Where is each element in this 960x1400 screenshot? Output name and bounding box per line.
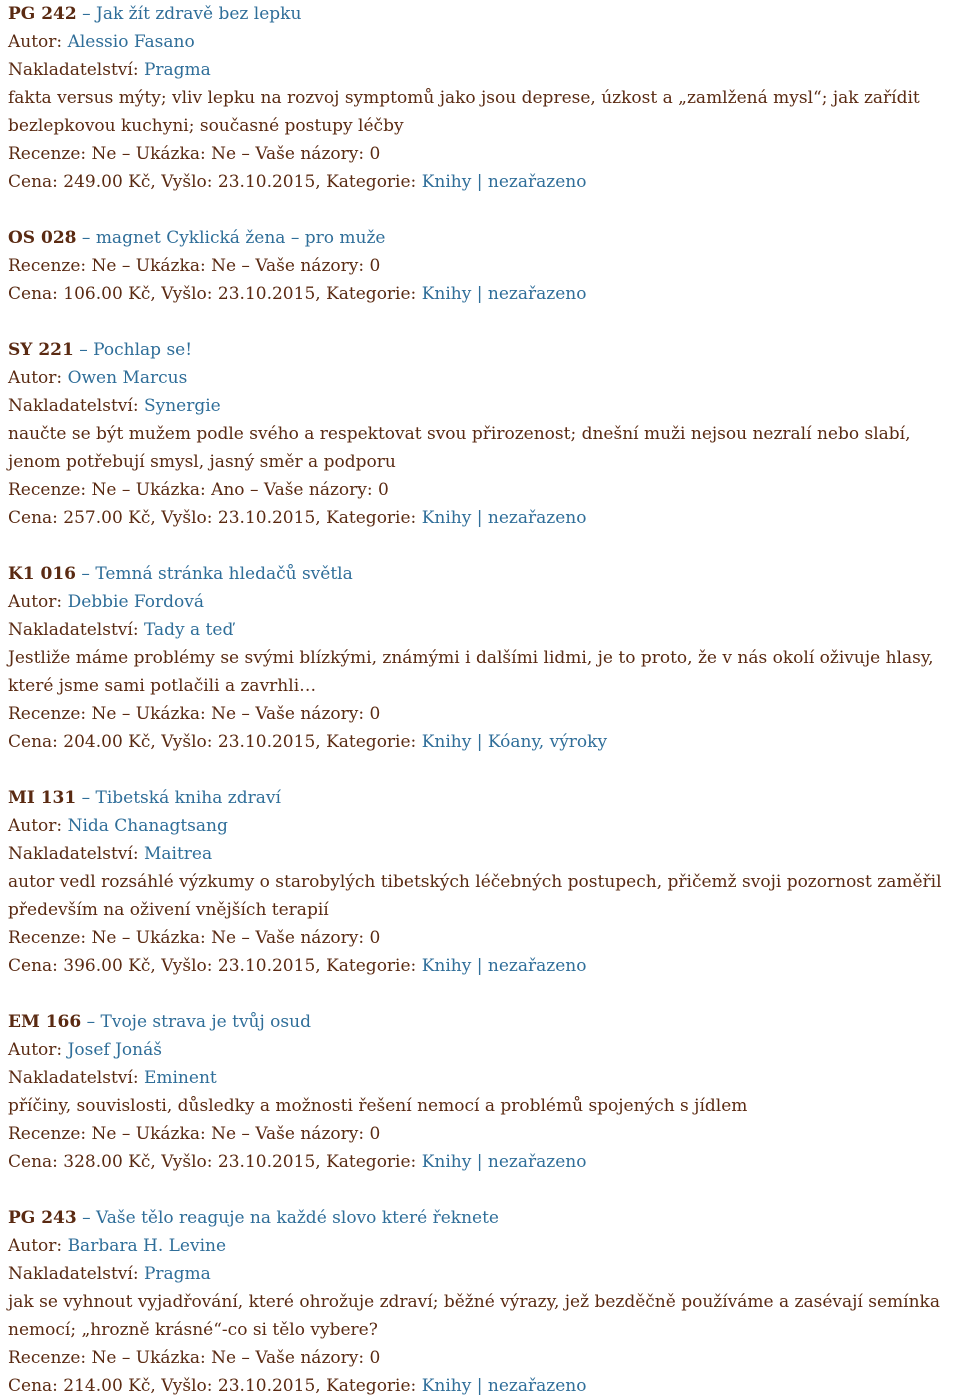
publisher-line <box>8 1064 956 1092</box>
book-description: Jestliže máme problémy se svými blízkými, známými i dalšími lidmi, je to proto, že v nás okolí oživuje hlasy, které jsme sami potlačili a zavrhli… <box>8 648 934 696</box>
book-entry <box>8 560 956 756</box>
publisher-line <box>8 616 956 644</box>
category-link[interactable]: Knihy <box>421 172 472 192</box>
price-line <box>8 280 956 308</box>
price-line <box>8 1148 956 1176</box>
book-entry <box>8 224 956 308</box>
category-label: Kategorie: <box>326 1376 422 1396</box>
title-dash: – <box>76 788 96 808</box>
author-line <box>8 812 956 840</box>
category-separator: | <box>471 732 488 752</box>
category-separator: | <box>471 284 488 304</box>
reviews-line <box>8 1120 956 1148</box>
opinions-value: – Vaše názory: 0 <box>236 704 381 724</box>
author-line <box>8 588 956 616</box>
author-label: Autor: <box>8 816 68 836</box>
category-label: Kategorie: <box>326 508 422 528</box>
author-label: Autor: <box>8 368 68 388</box>
reviews-value: Recenze: Ne <box>8 704 117 724</box>
published-date: Vyšlo: 23.10.2015, <box>161 508 327 528</box>
author-label: Autor: <box>8 1236 68 1256</box>
publisher-label: Nakladatelství: <box>8 1068 144 1088</box>
sample-value: – Ukázka: Ne <box>116 144 237 164</box>
category-separator: | <box>471 508 488 528</box>
book-description: naučte se být mužem podle svého a respektovat svou přirozenost; dnešní muži nejsou nezralí nebo slabí, jenom potřebují smysl, jasný směr a podporu <box>8 424 911 472</box>
category-link[interactable]: Knihy <box>421 956 472 976</box>
author-link[interactable]: Barbara H. Levine <box>67 1236 227 1256</box>
opinions-value: – Vaše názory: 0 <box>244 480 389 500</box>
sample-value: – Ukázka: Ne <box>116 704 237 724</box>
publisher-link[interactable]: Eminent <box>143 1068 217 1088</box>
book-code: MI 131 <box>8 788 77 808</box>
category-separator: | <box>471 1152 488 1172</box>
price-line <box>8 168 956 196</box>
opinions-value: – Vaše názory: 0 <box>236 1348 381 1368</box>
publisher-link[interactable]: Pragma <box>143 1264 211 1284</box>
category-label: Kategorie: <box>326 732 422 752</box>
title-dash: – <box>76 564 96 584</box>
published-date: Vyšlo: 23.10.2015, <box>161 1152 327 1172</box>
category-separator: | <box>471 172 488 192</box>
author-link[interactable]: Alessio Fasano <box>67 32 195 52</box>
book-code: OS 028 <box>8 228 77 248</box>
reviews-line <box>8 924 956 952</box>
book-entry <box>8 0 956 196</box>
publisher-line <box>8 840 956 868</box>
price-line <box>8 728 956 756</box>
reviews-line <box>8 700 956 728</box>
book-title-link[interactable]: Temná stránka hledačů světla <box>95 564 353 584</box>
published-date: Vyšlo: 23.10.2015, <box>161 956 327 976</box>
publisher-line <box>8 1260 956 1288</box>
category-link[interactable]: Knihy <box>421 1152 472 1172</box>
author-label: Autor: <box>8 1040 68 1060</box>
book-title-link[interactable]: magnet Cyklická žena – pro muže <box>95 228 386 248</box>
reviews-value: Recenze: Ne <box>8 144 117 164</box>
category-label: Kategorie: <box>326 172 422 192</box>
price-line <box>8 952 956 980</box>
category-link[interactable]: nezařazeno <box>487 1152 587 1172</box>
book-title-link[interactable]: Tibetská kniha zdraví <box>95 788 281 808</box>
category-link[interactable]: nezařazeno <box>487 172 587 192</box>
book-title-line <box>8 784 956 812</box>
book-description: jak se vyhnout vyjadřování, které ohrožuje zdraví; běžné výrazy, jež bezděčně používáme a zasévají semínka nemocí; „hrozně krásné“-co si tělo vybere? <box>8 1292 940 1340</box>
book-entry <box>8 1204 956 1400</box>
title-dash: – <box>76 228 96 248</box>
price-value: Cena: 328.00 Kč, <box>8 1152 162 1172</box>
publisher-link[interactable]: Synergie <box>143 396 221 416</box>
book-entry <box>8 784 956 980</box>
price-line <box>8 504 956 532</box>
reviews-line <box>8 1344 956 1372</box>
category-link[interactable]: Kóany, výroky <box>487 732 608 752</box>
published-date: Vyšlo: 23.10.2015, <box>161 1376 327 1396</box>
book-code: PG 242 <box>8 4 77 24</box>
book-code: K1 016 <box>8 564 77 584</box>
category-label: Kategorie: <box>326 956 422 976</box>
opinions-value: – Vaše názory: 0 <box>236 1124 381 1144</box>
author-label: Autor: <box>8 32 68 52</box>
book-title-link[interactable]: Jak žít zdravě bez lepku <box>96 4 302 24</box>
author-label: Autor: <box>8 592 68 612</box>
publisher-label: Nakladatelství: <box>8 620 144 640</box>
opinions-value: – Vaše názory: 0 <box>236 144 381 164</box>
category-separator: | <box>471 1376 488 1396</box>
book-code: SY 221 <box>8 340 74 360</box>
reviews-line <box>8 140 956 168</box>
book-title-line <box>8 336 956 364</box>
title-dash: – <box>76 1208 97 1228</box>
price-value: Cena: 257.00 Kč, <box>8 508 162 528</box>
sample-value: – Ukázka: Ne <box>116 256 237 276</box>
category-link[interactable]: nezařazeno <box>487 508 587 528</box>
sample-value: – Ukázka: Ano <box>116 480 245 500</box>
publisher-link[interactable]: Maitrea <box>143 844 213 864</box>
author-line <box>8 1232 956 1260</box>
book-code: PG 243 <box>8 1208 77 1228</box>
book-title-line <box>8 224 956 252</box>
book-title-line <box>8 1204 956 1232</box>
category-link[interactable]: Knihy <box>421 284 472 304</box>
book-code: EM 166 <box>8 1012 82 1032</box>
category-link[interactable]: Knihy <box>421 508 472 528</box>
reviews-value: Recenze: Ne <box>8 928 117 948</box>
reviews-line <box>8 476 956 504</box>
book-title-line <box>8 1008 956 1036</box>
book-description: autor vedl rozsáhlé výzkumy o starobylých tibetských léčebných postupech, přičemž svoji pozornost zaměřil především na oživení vnějších terapií <box>8 872 942 920</box>
publisher-link[interactable]: Pragma <box>143 60 211 80</box>
category-link[interactable]: nezařazeno <box>487 284 587 304</box>
category-separator: | <box>471 956 488 976</box>
reviews-value: Recenze: Ne <box>8 1348 117 1368</box>
reviews-value: Recenze: Ne <box>8 256 117 276</box>
opinions-value: – Vaše názory: 0 <box>236 256 381 276</box>
author-link[interactable]: Josef Jonáš <box>67 1040 162 1060</box>
publisher-line <box>8 392 956 420</box>
price-line <box>8 1372 956 1400</box>
publisher-label: Nakladatelství: <box>8 396 144 416</box>
publisher-link[interactable]: Tady a teď <box>143 620 234 640</box>
published-date: Vyšlo: 23.10.2015, <box>161 284 327 304</box>
author-line <box>8 364 956 392</box>
author-link[interactable]: Nida Chanagtsang <box>67 816 228 836</box>
book-description: fakta versus mýty; vliv lepku na rozvoj symptomů jako jsou deprese, úzkost a „zamlžená mysl“; jak zařídit bezlepkovou kuchyni; současné postupy léčby <box>8 88 920 136</box>
book-description: příčiny, souvislosti, důsledky a možnosti řešení nemocí a problémů spojených s jídlem <box>8 1096 748 1116</box>
book-title-line <box>8 0 956 28</box>
publisher-line <box>8 56 956 84</box>
book-entry <box>8 336 956 532</box>
price-value: Cena: 396.00 Kč, <box>8 956 162 976</box>
reviews-value: Recenze: Ne <box>8 480 117 500</box>
reviews-line <box>8 252 956 280</box>
title-dash: – <box>73 340 94 360</box>
category-label: Kategorie: <box>326 284 422 304</box>
category-link[interactable]: Knihy <box>421 1376 472 1396</box>
publisher-label: Nakladatelství: <box>8 60 144 80</box>
price-value: Cena: 249.00 Kč, <box>8 172 162 192</box>
price-value: Cena: 214.00 Kč, <box>8 1376 162 1396</box>
book-title-link[interactable]: Vaše tělo reaguje na každé slovo které řeknete <box>96 1208 499 1228</box>
sample-value: – Ukázka: Ne <box>116 928 237 948</box>
title-dash: – <box>76 4 97 24</box>
published-date: Vyšlo: 23.10.2015, <box>161 732 327 752</box>
category-label: Kategorie: <box>326 1152 422 1172</box>
book-entry <box>8 1008 956 1176</box>
book-title-link[interactable]: Tvoje strava je tvůj osud <box>100 1012 311 1032</box>
author-line <box>8 1036 956 1064</box>
author-line <box>8 28 956 56</box>
price-value: Cena: 204.00 Kč, <box>8 732 162 752</box>
sample-value: – Ukázka: Ne <box>116 1348 237 1368</box>
book-title-line <box>8 560 956 588</box>
title-dash: – <box>81 1012 101 1032</box>
price-value: Cena: 106.00 Kč, <box>8 284 162 304</box>
sample-value: – Ukázka: Ne <box>116 1124 237 1144</box>
author-link[interactable]: Owen Marcus <box>67 368 188 388</box>
published-date: Vyšlo: 23.10.2015, <box>161 172 327 192</box>
category-link[interactable]: Knihy <box>421 732 472 752</box>
author-link[interactable]: Debbie Fordová <box>67 592 205 612</box>
reviews-value: Recenze: Ne <box>8 1124 117 1144</box>
publisher-label: Nakladatelství: <box>8 1264 144 1284</box>
book-title-link[interactable]: Pochlap se! <box>93 340 193 360</box>
publisher-label: Nakladatelství: <box>8 844 144 864</box>
category-link[interactable]: nezařazeno <box>487 956 587 976</box>
opinions-value: – Vaše názory: 0 <box>236 928 381 948</box>
category-link[interactable]: nezařazeno <box>487 1376 587 1396</box>
